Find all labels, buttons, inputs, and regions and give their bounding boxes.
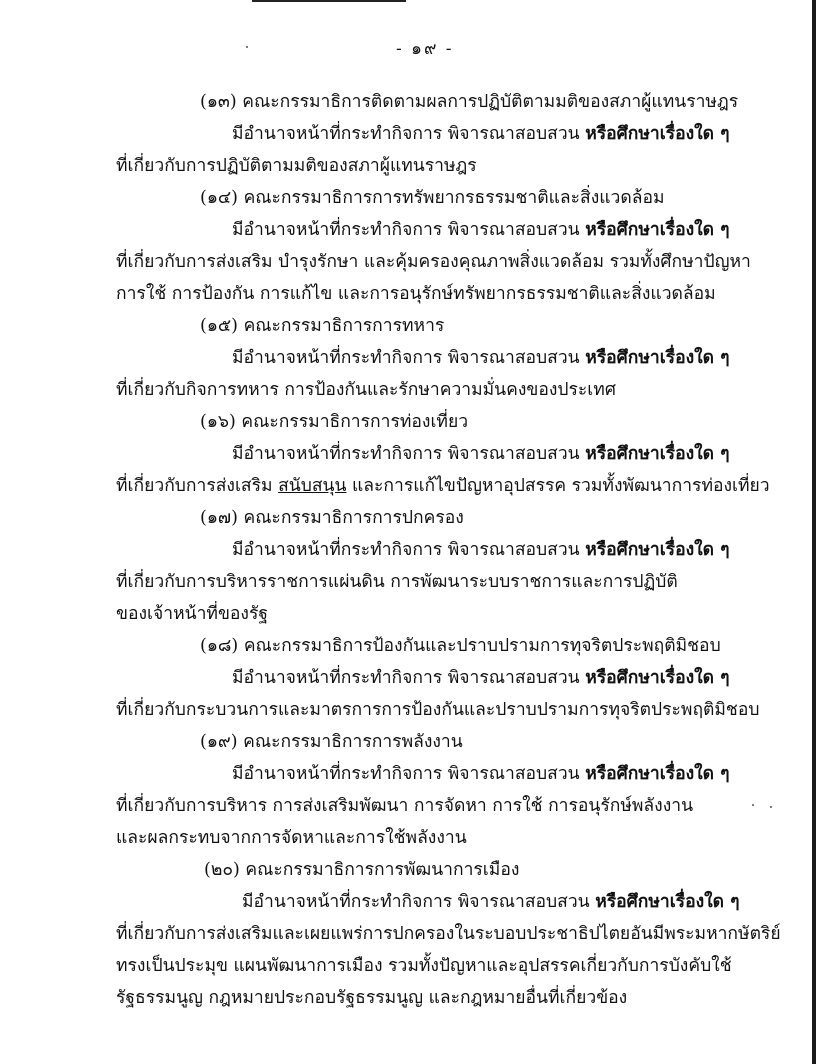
section-19-line-2: และผลกระทบจากการจัดหาและการใช้พลังงาน (116, 828, 467, 848)
section-19-heading: (๑๙) คณะกรรมาธิการการพลังงาน (200, 732, 463, 752)
section-16-heading: (๑๖) คณะกรรมาธิการการท่องเที่ยว (200, 412, 469, 432)
section-13-duty: มีอำนาจหน้าที่กระทำกิจการ พิจารณาสอบสวน หรือศึกษาเรื่องใด ๆ (232, 124, 730, 144)
scan-speck (770, 806, 772, 808)
page-number: - ๑๙ - (396, 39, 454, 59)
section-19-line-1: ที่เกี่ยวกับการบริหาร การส่งเสริมพัฒนา การจัดหา การใช้ การอนุรักษ์พลังงาน (116, 796, 694, 816)
section-18-heading: (๑๘) คณะกรรมาธิการป้องกันและปราบปรามการทุจริตประพฤติมิชอบ (200, 636, 721, 656)
underlined-word: สนับสนุน (278, 476, 347, 496)
section-14-line-2: การใช้ การป้องกัน การแก้ไข และการอนุรักษ์ทรัพยากรธรรมชาติและสิ่งแวดล้อม (116, 284, 716, 304)
section-14-line-1: ที่เกี่ยวกับการส่งเสริม บำรุงรักษา และคุ้มครองคุณภาพสิ่งแวดล้อม รวมทั้งศึกษาปัญหา (116, 252, 751, 272)
section-16-duty: มีอำนาจหน้าที่กระทำกิจการ พิจารณาสอบสวน หรือศึกษาเรื่องใด ๆ (232, 444, 730, 464)
section-17-heading: (๑๗) คณะกรรมาธิการการปกครอง (200, 508, 464, 528)
section-15-line-1: ที่เกี่ยวกับกิจการทหาร การป้องกันและรักษาความมั่นคงของประเทศ (116, 380, 616, 400)
section-17-line-1: ที่เกี่ยวกับการบริหารราชการแผ่นดิน การพัฒนาระบบราชการและการปฏิบัติ (116, 572, 678, 592)
section-17-duty: มีอำนาจหน้าที่กระทำกิจการ พิจารณาสอบสวน หรือศึกษาเรื่องใด ๆ (232, 540, 730, 560)
section-19-duty: มีอำนาจหน้าที่กระทำกิจการ พิจารณาสอบสวน หรือศึกษาเรื่องใด ๆ (232, 764, 730, 784)
scan-speck (246, 46, 248, 48)
section-14-heading: (๑๔) คณะกรรมาธิการการทรัพยากรธรรมชาติและสิ่งแวดล้อม (200, 188, 665, 208)
section-14-duty: มีอำนาจหน้าที่กระทำกิจการ พิจารณาสอบสวน หรือศึกษาเรื่องใด ๆ (232, 220, 730, 240)
scan-speck (752, 804, 754, 806)
section-15-duty: มีอำนาจหน้าที่กระทำกิจการ พิจารณาสอบสวน หรือศึกษาเรื่องใด ๆ (232, 348, 730, 368)
section-20-heading: (๒๐) คณะกรรมาธิการการพัฒนาการเมือง (204, 860, 520, 880)
top-rule (252, 0, 406, 2)
scan-edge (812, 0, 816, 1064)
section-18-line-1: ที่เกี่ยวกับกระบวนการและมาตรการการป้องกันและปราบปรามการทุจริตประพฤติมิชอบ (116, 700, 760, 720)
section-17-line-2: ของเจ้าหน้าที่ของรัฐ (116, 604, 269, 624)
section-13-heading: (๑๓) คณะกรรมาธิการติดตามผลการปฏิบัติตามมติของสภาผู้แทนราษฎร (200, 92, 739, 112)
section-18-duty: มีอำนาจหน้าที่กระทำกิจการ พิจารณาสอบสวน หรือศึกษาเรื่องใด ๆ (232, 668, 730, 688)
section-20-line-3: รัฐธรรมนูญ กฎหมายประกอบรัฐธรรมนูญ และกฎหมายอื่นที่เกี่ยวข้อง (116, 988, 628, 1008)
section-20-line-1: ที่เกี่ยวกับการส่งเสริมและเผยแพร่การปกครองในระบอบประชาธิปไตยอันมีพระมหากษัตริย์ (116, 924, 781, 944)
section-15-heading: (๑๕) คณะกรรมาธิการการทหาร (200, 316, 445, 336)
section-13-line-1: ที่เกี่ยวกับการปฏิบัติตามมติของสภาผู้แทนราษฎร (116, 156, 477, 176)
section-16-line-1: ที่เกี่ยวกับการส่งเสริม สนับสนุน และการแก้ไขปัญหาอุปสรรค รวมทั้งพัฒนาการท่องเที่ยว (116, 476, 770, 496)
section-20-line-2: ทรงเป็นประมุข แผนพัฒนาการเมือง รวมทั้งปัญหาและอุปสรรคเกี่ยวกับการบังคับใช้ (116, 956, 732, 976)
section-20-duty: มีอำนาจหน้าที่กระทำกิจการ พิจารณาสอบสวน หรือศึกษาเรื่องใด ๆ (242, 892, 740, 912)
